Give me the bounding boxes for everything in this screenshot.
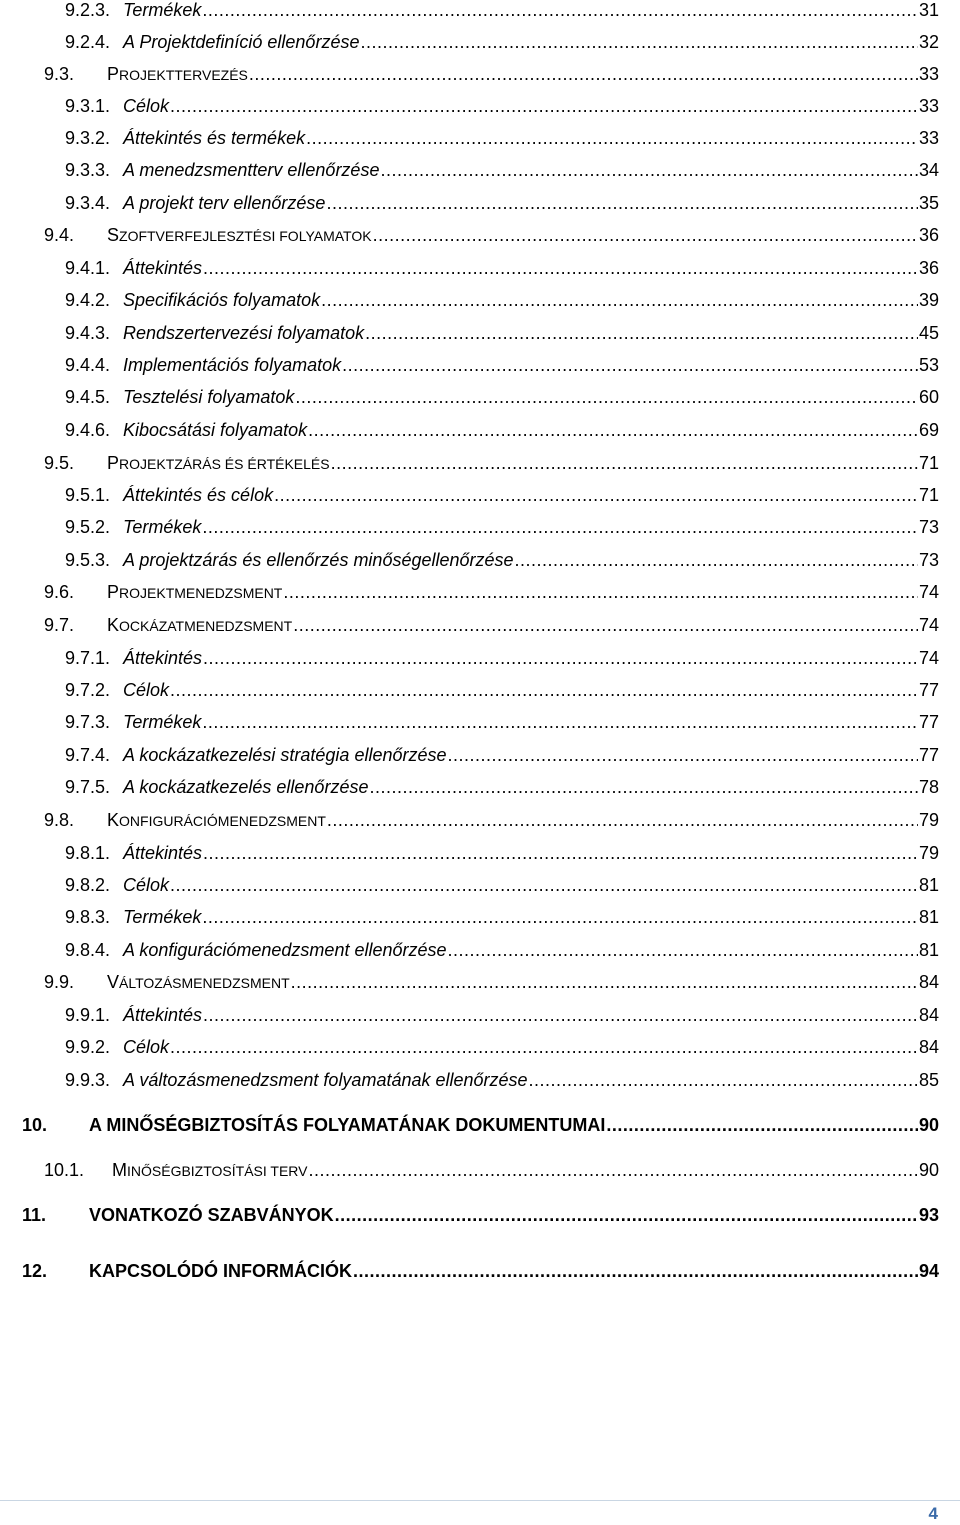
toc-entry-title: Rendszertervezési folyamatok — [123, 323, 365, 343]
toc-entry-title — [107, 972, 290, 993]
toc-entry-number: 9.4.4. — [65, 355, 111, 375]
toc-entry-title: KAPCSOLÓDÓ INFORMÁCIÓK — [89, 1261, 352, 1281]
toc-entry-page: 77 — [918, 680, 939, 700]
dot-leader — [283, 582, 918, 603]
toc-entry-page: 36 — [918, 225, 939, 245]
toc-entry-page: 84 — [918, 1005, 939, 1025]
dot-leader — [202, 907, 918, 928]
toc-entry-page: 32 — [918, 32, 939, 52]
toc-entry-title: Áttekintés és termékek — [123, 128, 306, 148]
dot-leader — [308, 420, 918, 441]
dot-leader — [335, 1205, 918, 1226]
toc-entry-number: 9.3.3. — [65, 160, 111, 180]
toc-entry[interactable] — [22, 1261, 939, 1282]
toc-entry-page: 74 — [918, 615, 939, 635]
toc-entry[interactable] — [65, 160, 939, 181]
toc-entry-page: 79 — [918, 810, 939, 830]
dot-leader — [380, 160, 918, 181]
toc-entry-title-rest: ÁLTOZÁSMENEDZSMENT — [119, 975, 290, 991]
toc-entry-title-rest: OCKÁZATMENEDZSMENT — [119, 618, 293, 634]
toc-entry-title-rest: ONFIGURÁCIÓMENEDZSMENT — [119, 813, 326, 829]
footer-rule — [0, 1500, 960, 1501]
toc-entry[interactable] — [65, 940, 939, 961]
dot-leader — [606, 1115, 918, 1136]
dot-leader — [249, 64, 918, 85]
toc-entry-page: 94 — [918, 1261, 939, 1281]
dot-leader — [306, 128, 918, 149]
toc-entry-title: Specifikációs folyamatok — [123, 290, 321, 310]
toc-entry[interactable] — [65, 387, 939, 408]
toc-entry-title-initial: K — [107, 615, 120, 635]
toc-entry-title — [112, 1160, 308, 1181]
toc-entry-number: 9.8.1. — [65, 843, 111, 863]
toc-entry-title: Áttekintés — [123, 843, 203, 863]
dot-leader — [203, 648, 918, 669]
toc-entry[interactable] — [22, 1205, 939, 1226]
dot-leader — [291, 972, 918, 993]
toc-entry-title: Célok — [123, 96, 170, 116]
dot-leader — [448, 745, 918, 766]
toc-entry-title-rest: ZOFTVERFEJLESZTÉSI FOLYAMATOK — [119, 228, 372, 244]
toc-entry-number: 9.4.3. — [65, 323, 111, 343]
toc-entry-page: 81 — [918, 940, 939, 960]
dot-leader — [515, 550, 918, 571]
toc-entry-page: 84 — [918, 1037, 939, 1057]
toc-entry[interactable] — [65, 323, 939, 344]
toc-entry-number: 12. — [22, 1261, 48, 1281]
toc-entry-title: Termékek — [123, 517, 202, 537]
toc-entry-number: 9.9.1. — [65, 1005, 111, 1025]
toc-entry-title: Áttekintés és célok — [123, 485, 274, 505]
toc-entry-number: 9.3.2. — [65, 128, 111, 148]
dot-leader — [331, 453, 918, 474]
toc-entry[interactable] — [65, 843, 939, 864]
toc-entry[interactable] — [44, 453, 939, 474]
toc-entry[interactable] — [65, 128, 939, 149]
toc-entry-page: 33 — [918, 64, 939, 84]
toc-entry-page: 73 — [918, 550, 939, 570]
toc-entry-page: 74 — [918, 648, 939, 668]
dot-leader — [203, 258, 918, 279]
dot-leader — [170, 96, 918, 117]
toc-entry-page: 77 — [918, 745, 939, 765]
toc-entry-title: Termékek — [123, 0, 202, 20]
toc-entry-title: A menedzsmentterv ellenőrzése — [123, 160, 380, 180]
toc-entry[interactable] — [44, 972, 939, 993]
toc-entry-page: 34 — [918, 160, 939, 180]
dot-leader — [203, 843, 918, 864]
toc-entry-title: A projekt terv ellenőrzése — [123, 193, 326, 213]
toc-entry[interactable] — [65, 193, 939, 214]
toc-entry-title: A MINŐSÉGBIZTOSÍTÁS FOLYAMATÁNAK DOKUMENTUMAI — [89, 1115, 606, 1135]
toc-entry-number: 9.9.2. — [65, 1037, 111, 1057]
toc-entry[interactable] — [65, 875, 939, 896]
toc-entry-number: 9.5.1. — [65, 485, 111, 505]
footer-page-number: 4 — [928, 1504, 938, 1523]
toc-entry-title — [107, 582, 282, 603]
toc-entry-title: Célok — [123, 1037, 170, 1057]
toc-entry[interactable] — [44, 615, 939, 636]
toc-entry[interactable] — [65, 32, 939, 53]
toc-entry-number: 9.4.6. — [65, 420, 111, 440]
toc-entry-title: A kockázatkezelési stratégia ellenőrzése — [123, 745, 447, 765]
toc-entry[interactable] — [65, 680, 939, 701]
toc-entry-number: 9.8.3. — [65, 907, 111, 927]
toc-entry-page: 35 — [918, 193, 939, 213]
toc-entry-page: 69 — [918, 420, 939, 440]
toc-entry-number: 9.7.2. — [65, 680, 111, 700]
toc-entry[interactable] — [65, 745, 939, 766]
toc-entry-number: 9.8. — [44, 810, 75, 830]
toc-entry-page: 93 — [918, 1205, 939, 1225]
toc-entry-number: 9.4. — [44, 225, 75, 245]
toc-entry-number: 9.5. — [44, 453, 75, 473]
toc-entry-title: Áttekintés — [123, 648, 203, 668]
toc-entry-number: 9.6. — [44, 582, 75, 602]
toc-entry-title: Célok — [123, 875, 170, 895]
toc-entry[interactable] — [65, 485, 939, 506]
toc-entry[interactable] — [65, 1070, 939, 1091]
toc-entry-title-rest: INŐSÉGBIZTOSÍTÁSI TERV — [127, 1163, 308, 1179]
toc-entry-title: Termékek — [123, 907, 202, 927]
toc-entry-number: 9.3. — [44, 64, 75, 84]
toc-entry-page: 53 — [918, 355, 939, 375]
toc-entry-number: 9.4.1. — [65, 258, 111, 278]
toc-entry[interactable] — [44, 810, 939, 831]
toc-entry[interactable] — [65, 517, 939, 538]
toc-entry-number: 10. — [22, 1115, 48, 1135]
toc-entry-page: 73 — [918, 517, 939, 537]
toc-entry-title: Áttekintés — [123, 1005, 203, 1025]
toc-entry-title: A konfigurációmenedzsment ellenőrzése — [123, 940, 447, 960]
toc-entry-number: 9.7.4. — [65, 745, 111, 765]
dot-leader — [202, 0, 918, 21]
dot-leader — [327, 810, 918, 831]
toc-entry-number: 11. — [22, 1205, 47, 1225]
dot-leader — [170, 875, 918, 896]
toc-entry-title: A változásmenedzsment folyamatának ellenőrzése — [123, 1070, 528, 1090]
toc-entry-page: 33 — [918, 128, 939, 148]
toc-entry[interactable] — [65, 355, 939, 376]
dot-leader — [170, 1037, 918, 1058]
toc-entry[interactable] — [44, 1160, 939, 1181]
toc-entry-title-initial: P — [107, 64, 120, 84]
toc-entry-page: 36 — [918, 258, 939, 278]
toc-entry-number: 9.3.4. — [65, 193, 111, 213]
toc-entry-title-initial: K — [107, 810, 120, 830]
toc-entry-title-initial: M — [112, 1160, 127, 1180]
toc-entry-page: 79 — [918, 843, 939, 863]
dot-leader — [309, 1160, 918, 1181]
toc-entry-title — [107, 225, 372, 246]
toc-entry-title: A projektzárás és ellenőrzés minőségellenőrzése — [123, 550, 514, 570]
toc-entry-number: 9.5.2. — [65, 517, 111, 537]
toc-entry-title: A kockázatkezelés ellenőrzése — [123, 777, 369, 797]
dot-leader — [448, 940, 918, 961]
toc-entry-page: 74 — [918, 582, 939, 602]
toc-entry-page: 39 — [918, 290, 939, 310]
toc-entry-number: 9.9. — [44, 972, 75, 992]
toc-entry-number: 9.4.2. — [65, 290, 111, 310]
dot-leader — [321, 290, 918, 311]
toc-entry-page: 31 — [918, 0, 939, 20]
toc-entry-title: Kibocsátási folyamatok — [123, 420, 308, 440]
toc-entry-page: 85 — [918, 1070, 939, 1090]
dot-leader — [369, 777, 918, 798]
toc-entry-number: 9.7.5. — [65, 777, 111, 797]
toc-entry-number: 9.2.3. — [65, 0, 111, 20]
toc-entry-title: Áttekintés — [123, 258, 203, 278]
toc-entry[interactable] — [65, 1005, 939, 1026]
toc-entry-title-rest: ROJEKTMENEDZSMENT — [119, 585, 283, 601]
toc-entry-number: 9.7. — [44, 615, 75, 635]
toc-entry-page: 77 — [918, 712, 939, 732]
toc-entry-title-initial: P — [107, 453, 120, 473]
toc-entry-title: Termékek — [123, 712, 202, 732]
toc-entry[interactable] — [65, 1037, 939, 1058]
toc-entry-title-initial: V — [107, 972, 120, 992]
toc-entry-page: 90 — [918, 1115, 939, 1135]
toc-entry-number: 9.5.3. — [65, 550, 111, 570]
toc-entry-title — [107, 64, 248, 85]
dot-leader — [353, 1261, 918, 1282]
dot-leader — [293, 615, 918, 636]
toc-entry-page: 45 — [918, 323, 939, 343]
dot-leader — [529, 1070, 918, 1091]
toc-entry-title-rest: ROJEKTZÁRÁS ÉS ÉRTÉKELÉS — [119, 456, 330, 472]
toc-entry[interactable] — [65, 0, 939, 21]
toc-entry-title-rest: ROJEKTTERVEZÉS — [119, 67, 248, 83]
toc-entry-number: 9.2.4. — [65, 32, 111, 52]
toc-entry-page: 81 — [918, 875, 939, 895]
dot-leader — [360, 32, 918, 53]
toc-entry[interactable] — [44, 64, 939, 85]
toc-entry-title — [107, 810, 326, 831]
toc-entry-page: 33 — [918, 96, 939, 116]
toc-entry[interactable] — [65, 290, 939, 311]
toc-entry[interactable] — [65, 648, 939, 669]
dot-leader — [202, 517, 918, 538]
toc-entry[interactable] — [44, 582, 939, 603]
dot-leader — [170, 680, 918, 701]
toc-entry-page: 71 — [918, 453, 939, 473]
toc-entry-page: 78 — [918, 777, 939, 797]
toc-entry-number: 9.3.1. — [65, 96, 111, 116]
dot-leader — [202, 712, 918, 733]
toc-entry-title: VONATKOZÓ SZABVÁNYOK — [89, 1205, 334, 1225]
toc-entry-title-initial: S — [107, 225, 120, 245]
dot-leader — [295, 387, 918, 408]
toc-entry[interactable] — [44, 225, 939, 246]
toc-entry-title — [107, 615, 292, 636]
toc-entry[interactable] — [22, 1115, 939, 1136]
toc-entry-page: 90 — [918, 1160, 939, 1180]
dot-leader — [326, 193, 918, 214]
dot-leader — [373, 225, 918, 246]
toc-entry-page: 84 — [918, 972, 939, 992]
toc-entry[interactable] — [65, 258, 939, 279]
toc-entry-number: 9.8.2. — [65, 875, 111, 895]
toc-entry-number: 9.8.4. — [65, 940, 111, 960]
toc-entry[interactable] — [65, 777, 939, 798]
toc-entry[interactable] — [65, 907, 939, 928]
toc-entry[interactable] — [65, 96, 939, 117]
toc-entry-title: Tesztelési folyamatok — [123, 387, 295, 407]
toc-entry-title-initial: P — [107, 582, 120, 602]
toc-entry-page: 60 — [918, 387, 939, 407]
dot-leader — [342, 355, 918, 376]
toc-entry-title: Célok — [123, 680, 170, 700]
toc-entry-number: 9.9.3. — [65, 1070, 111, 1090]
toc-entry-number: 9.7.1. — [65, 648, 111, 668]
toc-entry-page: 81 — [918, 907, 939, 927]
toc-entry[interactable] — [65, 550, 939, 571]
toc-entry-number: 10.1. — [44, 1160, 85, 1180]
dot-leader — [274, 485, 918, 506]
toc-entry-page: 71 — [918, 485, 939, 505]
dot-leader — [365, 323, 918, 344]
toc-entry-title — [107, 453, 330, 474]
toc-entry[interactable] — [65, 420, 939, 441]
dot-leader — [203, 1005, 918, 1026]
toc-entry-number: 9.4.5. — [65, 387, 111, 407]
toc-entry-title: Implementációs folyamatok — [123, 355, 342, 375]
toc-entry[interactable] — [65, 712, 939, 733]
toc-entry-title: A Projektdefiníció ellenőrzése — [123, 32, 360, 52]
toc-entry-number: 9.7.3. — [65, 712, 111, 732]
